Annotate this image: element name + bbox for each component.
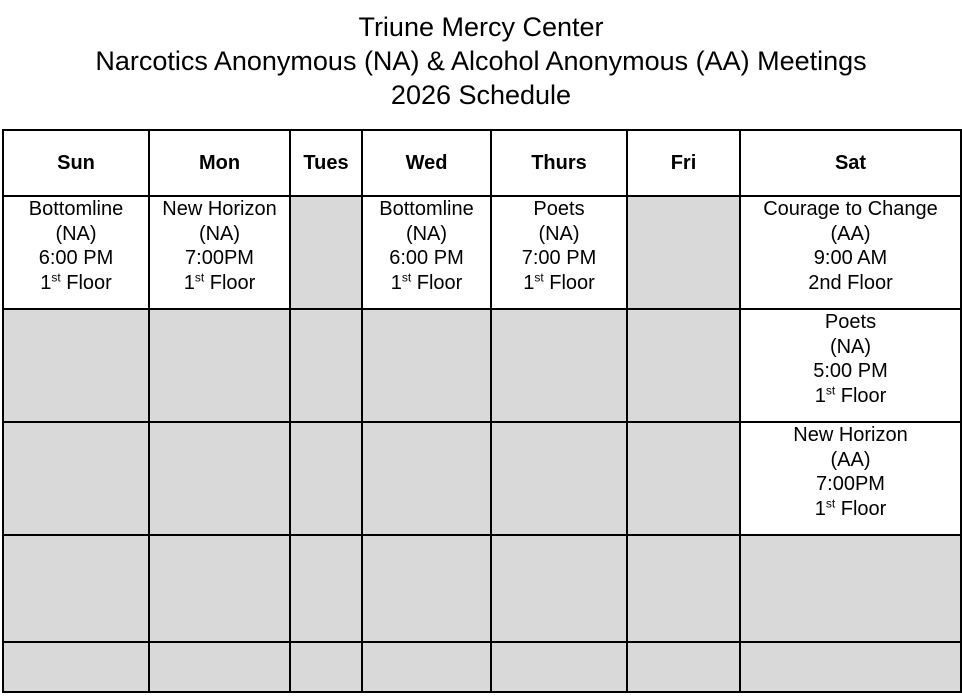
meeting-type: (NA) (538, 222, 580, 245)
table-header-row (3, 130, 961, 196)
empty-cell (149, 535, 290, 642)
schedule-table (2, 129, 962, 693)
empty-cell (290, 309, 362, 422)
meeting-type: (NA) (829, 335, 872, 358)
empty-cell (290, 642, 362, 692)
day-header-thurs: Thurs (491, 130, 627, 196)
meeting-floor: 1st Floor (814, 495, 887, 520)
empty-cell (3, 642, 149, 692)
empty-cell (3, 309, 149, 422)
empty-cell (290, 196, 362, 309)
meeting-name: Poets (824, 311, 877, 333)
empty-cell (627, 535, 740, 642)
meeting-time: 7:00PM (185, 247, 254, 269)
day-header-sat: Sat (740, 130, 961, 196)
meeting-name: Poets (533, 198, 585, 220)
meeting-cell-sat (740, 196, 961, 309)
meeting-cell-sat (740, 422, 961, 535)
empty-cell (290, 535, 362, 642)
meeting-floor: 2nd Floor (808, 271, 893, 294)
meeting-name: New Horizon (793, 424, 908, 446)
table-row (3, 535, 961, 642)
meeting-time: 7:00PM (816, 473, 885, 495)
empty-cell (149, 309, 290, 422)
meeting-cell-wed (362, 196, 491, 309)
empty-cell (627, 309, 740, 422)
meeting-floor: 1st Floor (183, 269, 256, 294)
meeting-type: (NA) (55, 222, 97, 245)
page-subtitle: Narcotics Anonymous (NA) & Alcohol Anonymous (AA) Meetings (95, 46, 867, 76)
day-header-wed: Wed (362, 130, 491, 196)
empty-cell (627, 422, 740, 535)
table-row (3, 422, 961, 535)
meeting-type: (AA) (830, 448, 871, 471)
schedule-year: 2026 Schedule (390, 80, 572, 110)
document-header (0, 10, 962, 112)
empty-cell (362, 642, 491, 692)
empty-cell (740, 642, 961, 692)
empty-cell (3, 422, 149, 535)
table-row (3, 309, 961, 422)
meeting-floor: 1st Floor (390, 269, 463, 294)
empty-cell (362, 535, 491, 642)
table-row (3, 642, 961, 692)
meeting-floor: 1st Floor (814, 382, 887, 407)
empty-cell (627, 642, 740, 692)
meeting-floor: 1st Floor (40, 269, 112, 294)
meeting-time: 6:00 PM (38, 247, 114, 269)
empty-cell (491, 309, 627, 422)
empty-cell (149, 642, 290, 692)
page-title: Triune Mercy Center (358, 12, 604, 42)
empty-cell (491, 535, 627, 642)
meeting-cell-sun (3, 196, 149, 309)
meeting-time: 5:00 PM (813, 360, 888, 382)
day-header-fri: Fri (627, 130, 740, 196)
meeting-floor: 1st Floor (523, 269, 595, 294)
meeting-name: Bottomline (28, 198, 124, 220)
meeting-name: New Horizon (162, 198, 277, 220)
meeting-name: Courage to Change (763, 198, 938, 220)
empty-cell (149, 422, 290, 535)
day-header-sun: Sun (3, 130, 149, 196)
empty-cell (290, 422, 362, 535)
meeting-cell-thurs (491, 196, 627, 309)
empty-cell (3, 535, 149, 642)
table-row (3, 196, 961, 309)
meeting-name: Bottomline (379, 198, 474, 220)
empty-cell (740, 535, 961, 642)
empty-cell (491, 642, 627, 692)
meeting-time: 9:00 AM (813, 247, 888, 269)
empty-cell (491, 422, 627, 535)
meeting-type: (AA) (830, 222, 871, 245)
meeting-cell-sat (740, 309, 961, 422)
meeting-type: (NA) (198, 222, 241, 245)
day-header-tues: Tues (290, 130, 362, 196)
day-header-mon: Mon (149, 130, 290, 196)
empty-cell (362, 309, 491, 422)
empty-cell (627, 196, 740, 309)
meeting-type: (NA) (405, 222, 448, 245)
meeting-time: 7:00 PM (521, 247, 597, 269)
empty-cell (362, 422, 491, 535)
meeting-time: 6:00 PM (389, 247, 464, 269)
meeting-cell-mon (149, 196, 290, 309)
